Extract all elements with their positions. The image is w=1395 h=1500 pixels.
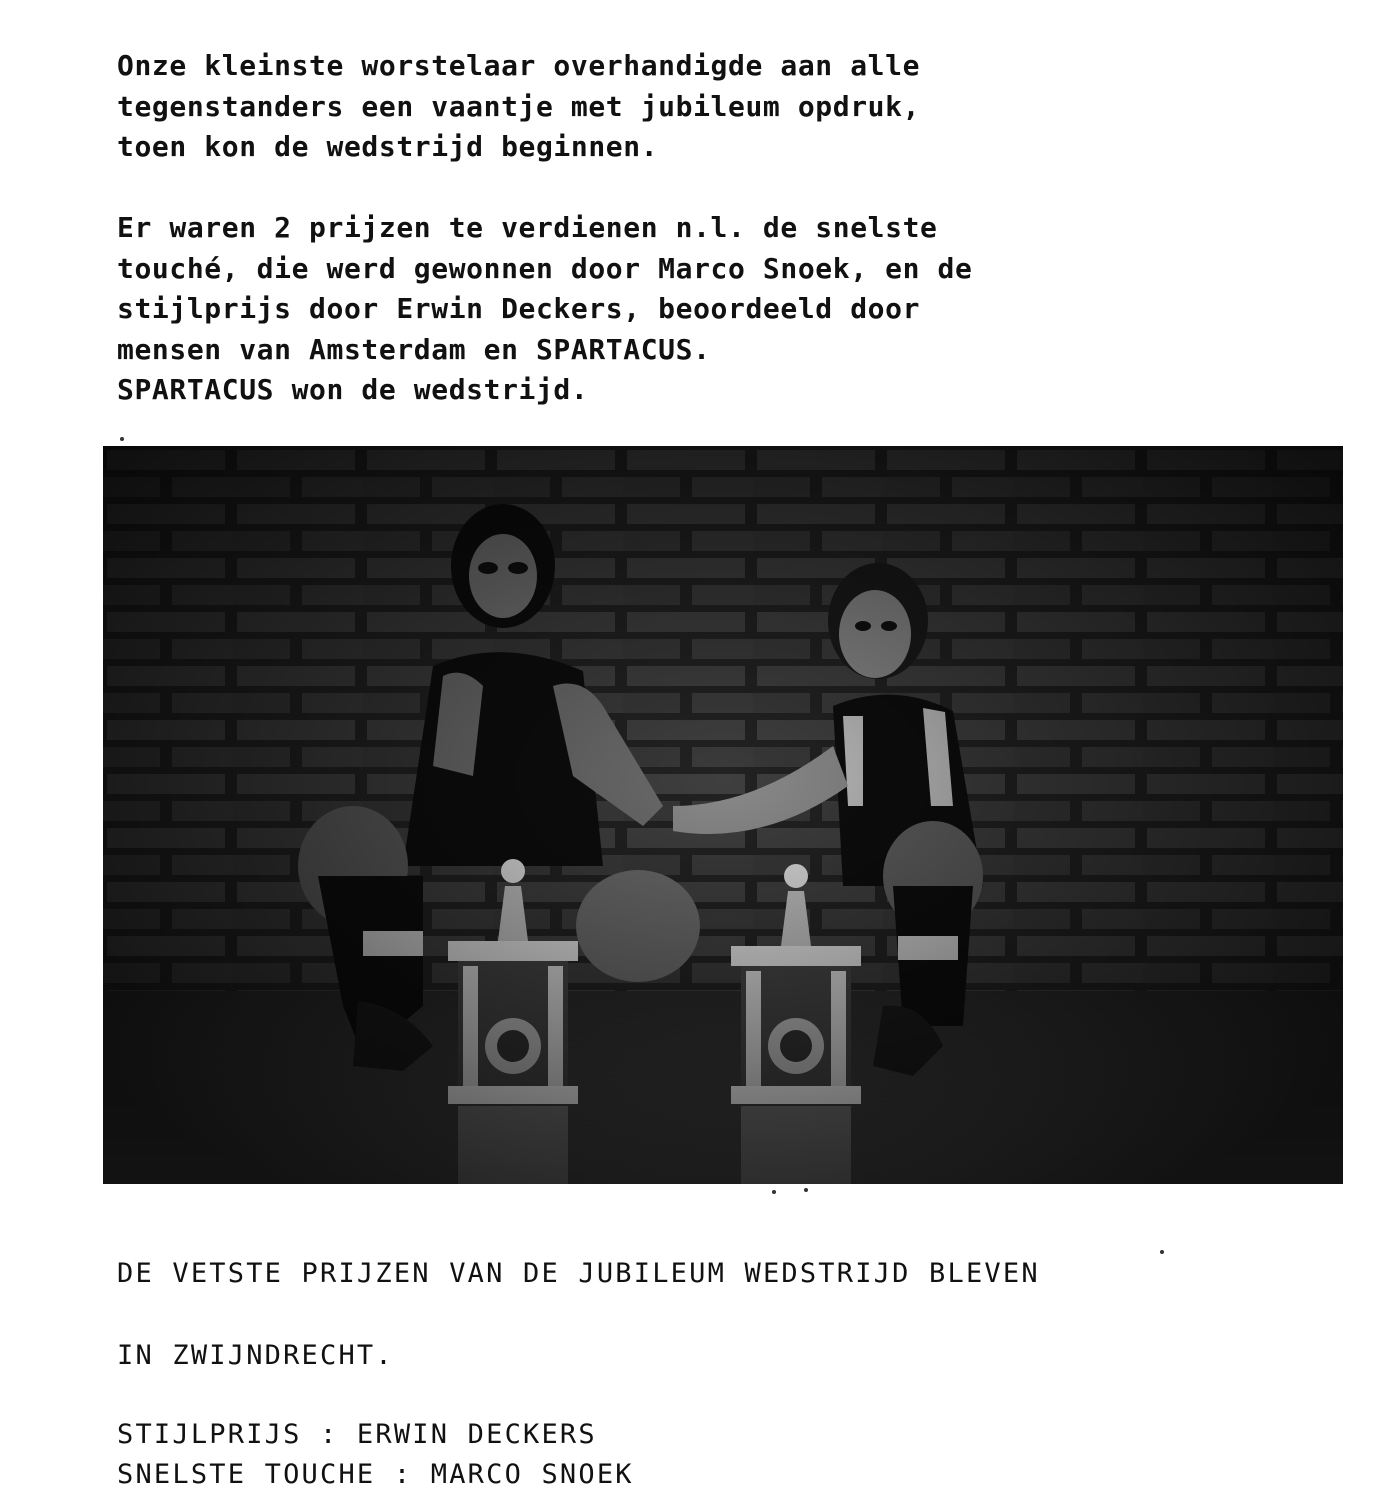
dust-speck <box>772 1190 776 1194</box>
intro-line: Onze kleinste worstelaar overhandigde aan alle <box>117 49 921 82</box>
intro-paragraph <box>117 46 920 168</box>
photograph-icon <box>103 446 1343 1184</box>
fastest-touche-line: SNELSTE TOUCHE : MARCO SNOEK <box>117 1459 634 1490</box>
prizes-paragraph <box>117 208 972 411</box>
intro-line: toen kon de wedstrijd beginnen. <box>117 130 659 163</box>
prizes-line: mensen van Amsterdam en SPARTACUS. <box>117 332 711 366</box>
prizes-line: SPARTACUS won de wedstrijd. <box>117 373 589 406</box>
dust-speck <box>120 437 124 441</box>
prizes-line: Er waren 2 prijzen te verdienen n.l. de snelste <box>117 211 938 244</box>
caption-line-2: IN ZWIJNDRECHT. <box>117 1340 394 1371</box>
prizes-line: touché, die werd gewonnen door Marco Snoek, en de <box>117 251 973 285</box>
intro-line: tegenstanders een vaantje met jubileum opdruk, <box>117 89 921 123</box>
style-prize-line: STIJLPRIJS : ERWIN DECKERS <box>117 1419 597 1450</box>
dust-speck <box>804 1188 808 1192</box>
wrestlers-photo <box>103 446 1343 1184</box>
dust-speck <box>1160 1250 1164 1254</box>
prizes-line: stijlprijs door Erwin Deckers, beoordeeld door <box>117 292 921 325</box>
caption-line-1: DE VETSTE PRIJZEN VAN DE JUBILEUM WEDSTRIJD BLEVEN <box>117 1258 1040 1289</box>
